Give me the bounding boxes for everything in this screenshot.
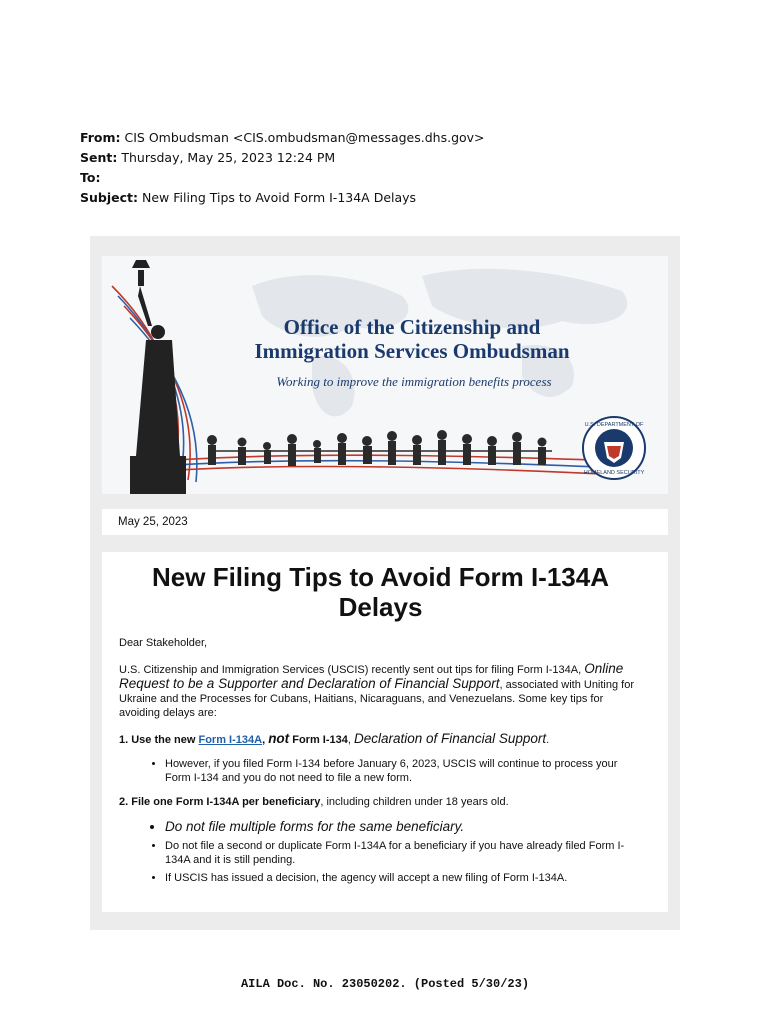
from-label: From:	[80, 130, 121, 145]
document-footer: AILA Doc. No. 23050202. (Posted 5/30/23)	[240, 977, 530, 991]
greeting: Dear Stakeholder,	[119, 637, 208, 649]
tip1-bullet-list	[119, 757, 642, 785]
list-item: • Do not file multiple forms for the same beneficiary.	[165, 819, 642, 835]
banner-title-line2: Immigration Services Ombudsman	[254, 339, 570, 363]
list-item: • Do not file a second or duplicate Form I-134A for a beneficiary if you have already filed Form I-134A and it is still pending.	[165, 839, 642, 867]
tip1-end: .	[546, 734, 550, 746]
tip1-comma2: ,	[347, 734, 354, 746]
banner-art	[102, 256, 668, 494]
tip1-italic: Declaration of Financial Support	[354, 731, 547, 746]
list-item: • If USCIS has issued a decision, the agency will accept a new filing of Form I-134A.	[165, 871, 642, 885]
issue-date: May 25, 2023	[102, 509, 668, 535]
intro-part2: , associated with Uniting for Ukraine and the Processes for Cubans, Haitians, Nicaraguans, and Venezuelans. Some key tips for avoiding delays are:	[119, 679, 635, 719]
tip1-form: Form I-134	[289, 734, 348, 746]
sent-value: Thursday, May 25, 2023 12:24 PM	[121, 150, 336, 165]
seal-top-text: U.S. DEPARTMENT OF	[584, 422, 644, 428]
sent-label: Sent:	[80, 150, 118, 165]
banner-title-line1: Office of the Citizenship and	[283, 315, 541, 339]
tip2-rest: , including children under 18 years old.	[320, 796, 509, 808]
list-item: • However, if you filed Form I-134 before January 6, 2023, USCIS will continue to process your Form I-134 and you do not need to file a new form.	[165, 757, 642, 785]
sent-row	[80, 148, 485, 168]
intro-paragraph	[119, 662, 642, 720]
from-row	[80, 128, 485, 148]
tip2-bold: 2. File one Form I-134A per beneficiary	[119, 796, 321, 808]
tip1-prefix: 1. Use the new	[119, 734, 199, 746]
intro-italic: Online Request to be a Supporter and Declaration of Financial Support	[119, 661, 624, 691]
statue-of-liberty-icon	[130, 260, 186, 494]
intro-part1: U.S. Citizenship and Immigration Services (USCIS) recently sent out tips for filing Form I-134A,	[119, 664, 585, 676]
subject-row	[80, 188, 485, 208]
page-title: New Filing Tips to Avoid Form I-134A Delays	[152, 562, 609, 622]
subject-value: New Filing Tips to Avoid Form I-134A Delays	[141, 190, 417, 205]
banner-tagline: Working to improve the immigration benefits process	[276, 374, 552, 389]
email-header	[80, 128, 485, 208]
to-row	[80, 168, 485, 188]
subject-label: Subject:	[80, 190, 138, 205]
tip-1	[119, 732, 642, 747]
dhs-seal-icon	[583, 417, 645, 479]
article-body	[102, 552, 668, 912]
ombudsman-banner	[102, 256, 668, 494]
to-label: To:	[80, 170, 101, 185]
tip1-comma: ,	[262, 734, 269, 746]
seal-bottom-text: HOMELAND SECURITY	[583, 470, 645, 476]
tip1-not: not	[268, 731, 290, 746]
from-value: CIS Ombudsman <CIS.ombudsman@messages.dhs.gov>	[124, 130, 485, 145]
tip2-bullet-list	[119, 819, 642, 885]
form-i134a-link[interactable]: Form I-134A	[198, 734, 263, 746]
tip-2	[119, 795, 642, 809]
